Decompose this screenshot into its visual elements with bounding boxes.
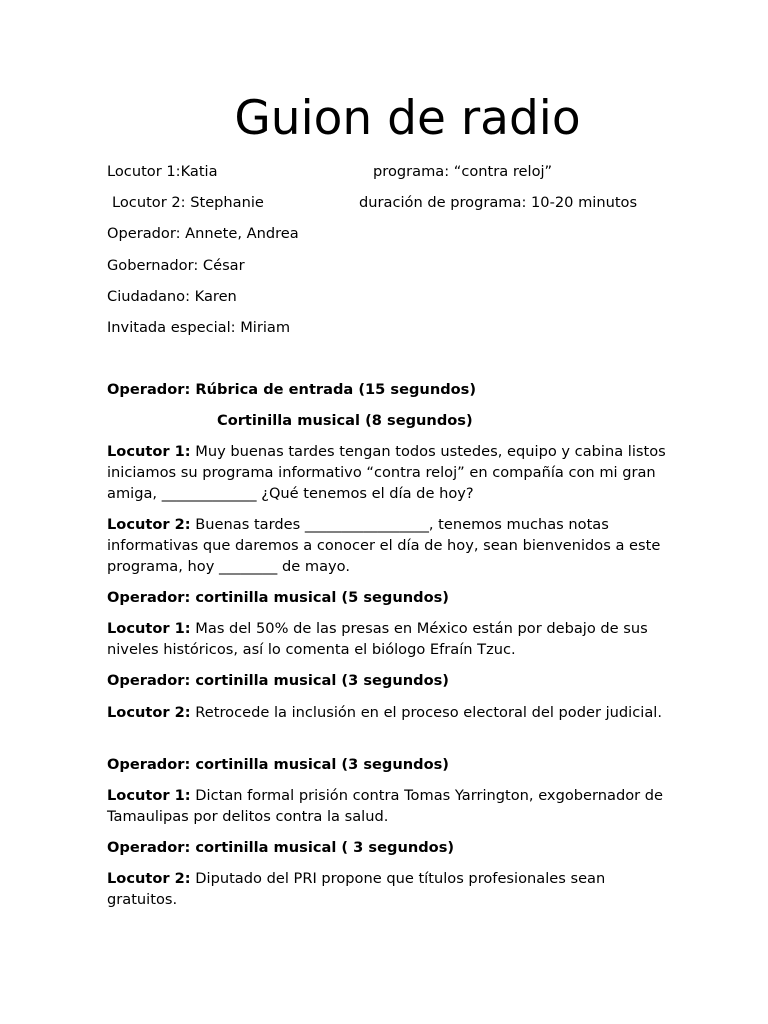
speaker-text: Dictan formal prisión contra Tomas Yarrington, exgobernador de Tamaulipas por delitos contra la salud. [107, 787, 664, 825]
locutor-line-1 [107, 442, 667, 504]
speaker-label: Locutor 1: [107, 620, 191, 637]
locutor-line-5 [107, 786, 667, 828]
locutor-line-6 [107, 869, 667, 911]
cortinilla-cue-1: Cortinilla musical (8 segundos) [217, 412, 473, 429]
locutor-line-3 [107, 619, 667, 661]
program-name: programa: “contra reloj” [373, 163, 553, 180]
cast-ciudadano: Ciudadano: Karen [107, 288, 237, 305]
operator-cue-2: Operador: cortinilla musical (5 segundos) [107, 589, 449, 606]
speaker-label: Locutor 2: [107, 704, 191, 721]
cast-operador: Operador: Annete, Andrea [107, 225, 299, 242]
program-duration: duración de programa: 10-20 minutos [359, 194, 638, 211]
speaker-label: Locutor 1: [107, 787, 191, 804]
speaker-text: Muy buenas tardes tengan todos ustedes, equipo y cabina listos iniciamos su programa informativo “contra reloj” en compañía con mi gran amiga, _____________ ¿Qué tenemos el día de hoy? [107, 443, 666, 502]
speaker-label: Locutor 2: [107, 516, 191, 533]
operator-cue-4: Operador: cortinilla musical (3 segundos) [107, 756, 449, 773]
cast-locutor-1: Locutor 1:Katia [107, 163, 218, 180]
operator-cue-1: Operador: Rúbrica de entrada (15 segundos) [107, 381, 477, 398]
speaker-text: Retrocede la inclusión en el proceso electoral del poder judicial. [195, 704, 662, 721]
speaker-label: Locutor 1: [107, 443, 191, 460]
cast-invitada: Invitada especial: Miriam [107, 319, 291, 336]
operator-cue-3: Operador: cortinilla musical (3 segundos) [107, 672, 449, 689]
cast-gobernador: Gobernador: César [107, 257, 245, 274]
page-title: Guion de radio [234, 91, 581, 146]
speaker-text: Buenas tardes _________________, tenemos muchas notas informativas que daremos a conocer el día de hoy, sean bienvenidos a este programa, hoy ________ de mayo. [107, 516, 661, 575]
operator-cue-5: Operador: cortinilla musical ( 3 segundos) [107, 839, 455, 856]
locutor-line-2 [107, 515, 667, 577]
speaker-text: Mas del 50% de las presas en México están por debajo de sus niveles históricos, así lo comenta el biólogo Efraín Tzuc. [107, 620, 648, 658]
cast-locutor-2: Locutor 2: Stephanie [112, 194, 264, 211]
speaker-label: Locutor 2: [107, 870, 191, 887]
speaker-text: Diputado del PRI propone que títulos profesionales sean gratuitos. [107, 870, 606, 908]
locutor-line-4 [107, 703, 667, 724]
